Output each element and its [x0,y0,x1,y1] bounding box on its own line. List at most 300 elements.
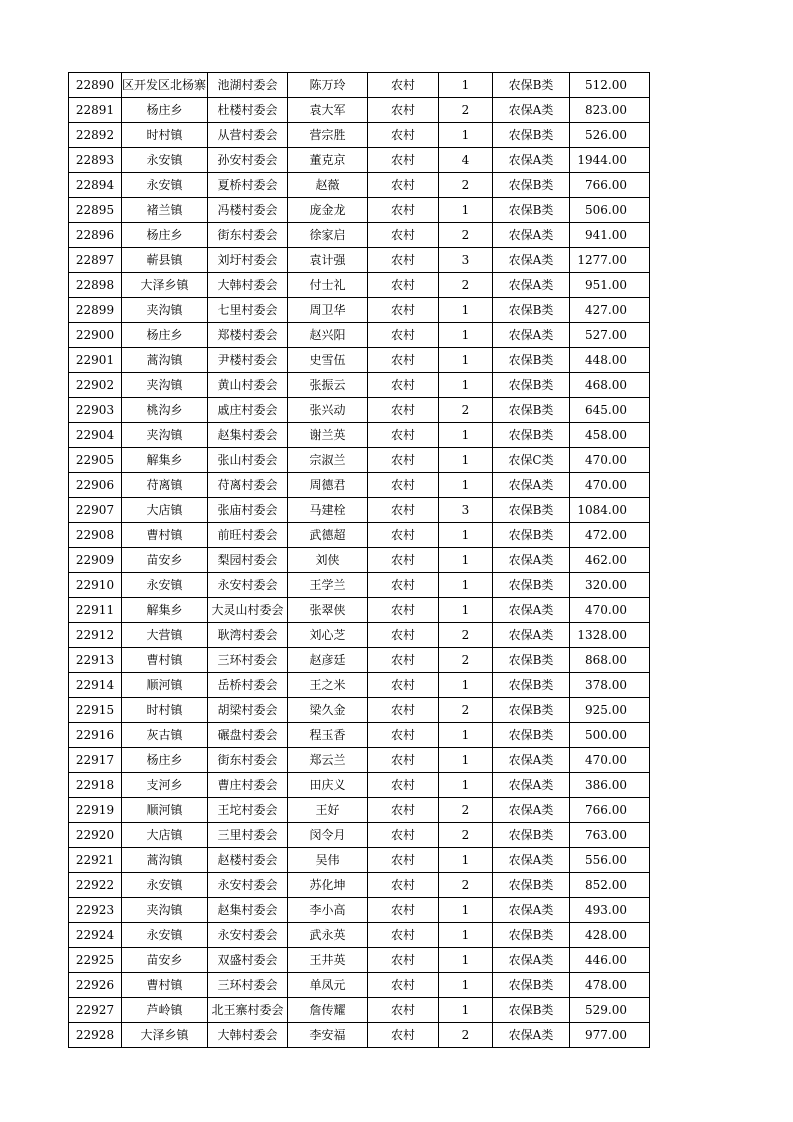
village-committee-cell: 张庙村委会 [208,498,288,523]
table-row [69,623,650,648]
insurance-category-cell: 农保A类 [493,323,570,348]
person-name-cell: 武德超 [288,523,368,548]
area-type-cell: 农村 [368,423,439,448]
row-number-cell: 22915 [69,698,122,723]
person-name-cell: 郑云兰 [288,748,368,773]
person-name-cell: 马建栓 [288,498,368,523]
table-row [69,398,650,423]
town-cell: 曹村镇 [122,523,208,548]
area-type-cell: 农村 [368,523,439,548]
table-row [69,348,650,373]
table-row [69,198,650,223]
amount-cell: 1277.00 [570,248,650,273]
area-type-cell: 农村 [368,973,439,998]
row-number-cell: 22905 [69,448,122,473]
insurance-category-cell: 农保A类 [493,598,570,623]
area-type-cell: 农村 [368,373,439,398]
village-committee-cell: 梨园村委会 [208,548,288,573]
insurance-category-cell: 农保A类 [493,248,570,273]
row-number-cell: 22924 [69,923,122,948]
town-cell: 区开发区北杨寨 [122,73,208,98]
row-number-cell: 22918 [69,773,122,798]
person-name-cell: 刘侠 [288,548,368,573]
household-size-cell: 1 [439,523,493,548]
household-size-cell: 1 [439,673,493,698]
insurance-category-cell: 农保A类 [493,548,570,573]
amount-cell: 512.00 [570,73,650,98]
household-size-cell: 1 [439,298,493,323]
area-type-cell: 农村 [368,298,439,323]
household-size-cell: 2 [439,648,493,673]
insurance-category-cell: 农保B类 [493,723,570,748]
household-size-cell: 1 [439,448,493,473]
amount-cell: 428.00 [570,923,650,948]
insurance-category-cell: 农保B类 [493,298,570,323]
household-size-cell: 2 [439,798,493,823]
village-committee-cell: 前旺村委会 [208,523,288,548]
insurance-category-cell: 农保A类 [493,848,570,873]
area-type-cell: 农村 [368,273,439,298]
row-number-cell: 22922 [69,873,122,898]
table-row [69,73,650,98]
town-cell: 苗安乡 [122,948,208,973]
table-row [69,873,650,898]
person-name-cell: 袁大军 [288,98,368,123]
town-cell: 苗安乡 [122,548,208,573]
area-type-cell: 农村 [368,648,439,673]
insurance-category-cell: 农保A类 [493,148,570,173]
area-type-cell: 农村 [368,623,439,648]
person-name-cell: 赵薇 [288,173,368,198]
village-committee-cell: 郑楼村委会 [208,323,288,348]
area-type-cell: 农村 [368,123,439,148]
area-type-cell: 农村 [368,823,439,848]
household-size-cell: 1 [439,948,493,973]
insurance-category-cell: 农保A类 [493,98,570,123]
town-cell: 蕲县镇 [122,248,208,273]
table-row [69,173,650,198]
person-name-cell: 张振云 [288,373,368,398]
amount-cell: 645.00 [570,398,650,423]
row-number-cell: 22921 [69,848,122,873]
insurance-category-cell: 农保A类 [493,223,570,248]
household-size-cell: 1 [439,973,493,998]
village-committee-cell: 碾盘村委会 [208,723,288,748]
area-type-cell: 农村 [368,548,439,573]
amount-cell: 977.00 [570,1023,650,1048]
table-row [69,773,650,798]
person-name-cell: 王好 [288,798,368,823]
household-size-cell: 2 [439,398,493,423]
town-cell: 桃沟乡 [122,398,208,423]
area-type-cell: 农村 [368,148,439,173]
amount-cell: 462.00 [570,548,650,573]
town-cell: 大泽乡镇 [122,273,208,298]
village-committee-cell: 大灵山村委会 [208,598,288,623]
village-committee-cell: 王坨村委会 [208,798,288,823]
area-type-cell: 农村 [368,873,439,898]
household-size-cell: 1 [439,998,493,1023]
row-number-cell: 22893 [69,148,122,173]
town-cell: 大店镇 [122,498,208,523]
person-name-cell: 田庆义 [288,773,368,798]
household-size-cell: 2 [439,273,493,298]
amount-cell: 478.00 [570,973,650,998]
table-row [69,98,650,123]
table-row [69,323,650,348]
table-row [69,848,650,873]
town-cell: 永安镇 [122,173,208,198]
town-cell: 大店镇 [122,823,208,848]
row-number-cell: 22925 [69,948,122,973]
town-cell: 大营镇 [122,623,208,648]
amount-cell: 458.00 [570,423,650,448]
person-name-cell: 李安福 [288,1023,368,1048]
amount-cell: 448.00 [570,348,650,373]
person-name-cell: 袁计强 [288,248,368,273]
insurance-category-cell: 农保B类 [493,673,570,698]
amount-cell: 427.00 [570,298,650,323]
village-committee-cell: 街东村委会 [208,223,288,248]
person-name-cell: 武永英 [288,923,368,948]
table-row [69,673,650,698]
insurance-category-cell: 农保B类 [493,523,570,548]
town-cell: 苻离镇 [122,473,208,498]
area-type-cell: 农村 [368,223,439,248]
person-name-cell: 单凤元 [288,973,368,998]
village-committee-cell: 赵集村委会 [208,423,288,448]
area-type-cell: 农村 [368,748,439,773]
amount-cell: 493.00 [570,898,650,923]
area-type-cell: 农村 [368,98,439,123]
records-table-body [69,73,650,1048]
amount-cell: 527.00 [570,323,650,348]
row-number-cell: 22928 [69,1023,122,1048]
table-row [69,448,650,473]
amount-cell: 500.00 [570,723,650,748]
village-committee-cell: 尹楼村委会 [208,348,288,373]
town-cell: 杨庄乡 [122,223,208,248]
village-committee-cell: 永安村委会 [208,573,288,598]
village-committee-cell: 七里村委会 [208,298,288,323]
area-type-cell: 农村 [368,798,439,823]
row-number-cell: 22920 [69,823,122,848]
person-name-cell: 梁久金 [288,698,368,723]
table-row [69,898,650,923]
household-size-cell: 2 [439,1023,493,1048]
row-number-cell: 22923 [69,898,122,923]
person-name-cell: 宗淑兰 [288,448,368,473]
row-number-cell: 22906 [69,473,122,498]
town-cell: 大泽乡镇 [122,1023,208,1048]
insurance-category-cell: 农保B类 [493,823,570,848]
insurance-category-cell: 农保B类 [493,998,570,1023]
table-row [69,123,650,148]
table-row [69,723,650,748]
town-cell: 永安镇 [122,873,208,898]
row-number-cell: 22926 [69,973,122,998]
town-cell: 永安镇 [122,923,208,948]
town-cell: 杨庄乡 [122,98,208,123]
amount-cell: 470.00 [570,598,650,623]
person-name-cell: 庞金龙 [288,198,368,223]
village-committee-cell: 苻离村委会 [208,473,288,498]
row-number-cell: 22894 [69,173,122,198]
household-size-cell: 3 [439,248,493,273]
person-name-cell: 周德君 [288,473,368,498]
household-size-cell: 2 [439,223,493,248]
row-number-cell: 22895 [69,198,122,223]
person-name-cell: 李小高 [288,898,368,923]
area-type-cell: 农村 [368,173,439,198]
amount-cell: 941.00 [570,223,650,248]
amount-cell: 951.00 [570,273,650,298]
village-committee-cell: 街东村委会 [208,748,288,773]
amount-cell: 470.00 [570,748,650,773]
insurance-category-cell: 农保B类 [493,698,570,723]
table-row [69,548,650,573]
household-size-cell: 1 [439,548,493,573]
row-number-cell: 22904 [69,423,122,448]
village-committee-cell: 池湖村委会 [208,73,288,98]
row-number-cell: 22891 [69,98,122,123]
town-cell: 永安镇 [122,148,208,173]
row-number-cell: 22911 [69,598,122,623]
insurance-category-cell: 农保B类 [493,498,570,523]
village-committee-cell: 耿湾村委会 [208,623,288,648]
table-row [69,598,650,623]
amount-cell: 470.00 [570,473,650,498]
area-type-cell: 农村 [368,773,439,798]
village-committee-cell: 三环村委会 [208,648,288,673]
town-cell: 曹村镇 [122,973,208,998]
area-type-cell: 农村 [368,348,439,373]
table-row [69,923,650,948]
household-size-cell: 1 [439,773,493,798]
amount-cell: 1328.00 [570,623,650,648]
household-size-cell: 4 [439,148,493,173]
amount-cell: 446.00 [570,948,650,973]
household-size-cell: 2 [439,98,493,123]
insurance-category-cell: 农保B类 [493,973,570,998]
amount-cell: 823.00 [570,98,650,123]
person-name-cell: 陈万玲 [288,73,368,98]
area-type-cell: 农村 [368,448,439,473]
row-number-cell: 22927 [69,998,122,1023]
amount-cell: 766.00 [570,798,650,823]
row-number-cell: 22909 [69,548,122,573]
insurance-category-cell: 农保A类 [493,898,570,923]
person-name-cell: 付士礼 [288,273,368,298]
table-row [69,248,650,273]
row-number-cell: 22896 [69,223,122,248]
insurance-category-cell: 农保A类 [493,798,570,823]
insurance-category-cell: 农保B类 [493,398,570,423]
area-type-cell: 农村 [368,473,439,498]
insurance-category-cell: 农保A类 [493,948,570,973]
amount-cell: 1944.00 [570,148,650,173]
records-table [68,72,650,1048]
household-size-cell: 3 [439,498,493,523]
household-size-cell: 1 [439,723,493,748]
village-committee-cell: 杜楼村委会 [208,98,288,123]
village-committee-cell: 戚庄村委会 [208,398,288,423]
person-name-cell: 张兴动 [288,398,368,423]
person-name-cell: 徐家启 [288,223,368,248]
town-cell: 夹沟镇 [122,423,208,448]
insurance-category-cell: 农保A类 [493,473,570,498]
town-cell: 解集乡 [122,448,208,473]
town-cell: 夹沟镇 [122,373,208,398]
person-name-cell: 谢兰英 [288,423,368,448]
amount-cell: 529.00 [570,998,650,1023]
insurance-category-cell: 农保B类 [493,873,570,898]
village-committee-cell: 孙安村委会 [208,148,288,173]
insurance-category-cell: 农保B类 [493,123,570,148]
household-size-cell: 1 [439,423,493,448]
area-type-cell: 农村 [368,848,439,873]
area-type-cell: 农村 [368,1023,439,1048]
household-size-cell: 1 [439,848,493,873]
household-size-cell: 1 [439,198,493,223]
amount-cell: 386.00 [570,773,650,798]
table-row [69,973,650,998]
table-row [69,698,650,723]
area-type-cell: 农村 [368,923,439,948]
household-size-cell: 1 [439,348,493,373]
area-type-cell: 农村 [368,198,439,223]
town-cell: 褚兰镇 [122,198,208,223]
insurance-category-cell: 农保B类 [493,348,570,373]
amount-cell: 763.00 [570,823,650,848]
table-row [69,648,650,673]
town-cell: 杨庄乡 [122,748,208,773]
household-size-cell: 1 [439,123,493,148]
village-committee-cell: 永安村委会 [208,923,288,948]
household-size-cell: 1 [439,573,493,598]
insurance-category-cell: 农保B类 [493,648,570,673]
village-committee-cell: 从营村委会 [208,123,288,148]
person-name-cell: 张翠侠 [288,598,368,623]
area-type-cell: 农村 [368,573,439,598]
row-number-cell: 22916 [69,723,122,748]
village-committee-cell: 夏桥村委会 [208,173,288,198]
area-type-cell: 农村 [368,723,439,748]
row-number-cell: 22890 [69,73,122,98]
household-size-cell: 2 [439,698,493,723]
household-size-cell: 2 [439,623,493,648]
amount-cell: 868.00 [570,648,650,673]
person-name-cell: 吴伟 [288,848,368,873]
household-size-cell: 1 [439,373,493,398]
person-name-cell: 詹传耀 [288,998,368,1023]
village-committee-cell: 赵集村委会 [208,898,288,923]
row-number-cell: 22898 [69,273,122,298]
row-number-cell: 22917 [69,748,122,773]
town-cell: 夹沟镇 [122,898,208,923]
village-committee-cell: 张山村委会 [208,448,288,473]
town-cell: 芦岭镇 [122,998,208,1023]
town-cell: 夹沟镇 [122,298,208,323]
person-name-cell: 赵兴阳 [288,323,368,348]
row-number-cell: 22902 [69,373,122,398]
town-cell: 顺河镇 [122,798,208,823]
village-committee-cell: 岳桥村委会 [208,673,288,698]
household-size-cell: 2 [439,873,493,898]
row-number-cell: 22897 [69,248,122,273]
household-size-cell: 1 [439,598,493,623]
person-name-cell: 闵令月 [288,823,368,848]
town-cell: 解集乡 [122,598,208,623]
insurance-category-cell: 农保B类 [493,73,570,98]
amount-cell: 378.00 [570,673,650,698]
household-size-cell: 1 [439,323,493,348]
village-committee-cell: 大韩村委会 [208,1023,288,1048]
area-type-cell: 农村 [368,498,439,523]
town-cell: 永安镇 [122,573,208,598]
amount-cell: 470.00 [570,448,650,473]
household-size-cell: 1 [439,473,493,498]
household-size-cell: 1 [439,748,493,773]
table-row [69,798,650,823]
town-cell: 灰古镇 [122,723,208,748]
village-committee-cell: 北王寨村委会 [208,998,288,1023]
town-cell: 曹村镇 [122,648,208,673]
person-name-cell: 赵彦廷 [288,648,368,673]
insurance-category-cell: 农保B类 [493,923,570,948]
insurance-category-cell: 农保C类 [493,448,570,473]
insurance-category-cell: 农保B类 [493,198,570,223]
town-cell: 顺河镇 [122,673,208,698]
household-size-cell: 1 [439,923,493,948]
insurance-category-cell: 农保A类 [493,748,570,773]
table-row [69,823,650,848]
area-type-cell: 农村 [368,323,439,348]
row-number-cell: 22913 [69,648,122,673]
amount-cell: 526.00 [570,123,650,148]
town-cell: 蒿沟镇 [122,848,208,873]
village-committee-cell: 黄山村委会 [208,373,288,398]
person-name-cell: 王之米 [288,673,368,698]
village-committee-cell: 三环村委会 [208,973,288,998]
household-size-cell: 1 [439,73,493,98]
table-row [69,473,650,498]
table-row [69,998,650,1023]
row-number-cell: 22901 [69,348,122,373]
town-cell: 支河乡 [122,773,208,798]
amount-cell: 852.00 [570,873,650,898]
table-row [69,373,650,398]
insurance-category-cell: 农保B类 [493,573,570,598]
area-type-cell: 农村 [368,248,439,273]
insurance-category-cell: 农保A类 [493,1023,570,1048]
area-type-cell: 农村 [368,598,439,623]
row-number-cell: 22900 [69,323,122,348]
person-name-cell: 苏化坤 [288,873,368,898]
area-type-cell: 农村 [368,673,439,698]
area-type-cell: 农村 [368,898,439,923]
village-committee-cell: 冯楼村委会 [208,198,288,223]
person-name-cell: 程玉香 [288,723,368,748]
town-cell: 时村镇 [122,698,208,723]
table-row [69,148,650,173]
area-type-cell: 农村 [368,73,439,98]
town-cell: 时村镇 [122,123,208,148]
household-size-cell: 2 [439,173,493,198]
village-committee-cell: 曹庄村委会 [208,773,288,798]
insurance-category-cell: 农保B类 [493,373,570,398]
person-name-cell: 刘心芝 [288,623,368,648]
